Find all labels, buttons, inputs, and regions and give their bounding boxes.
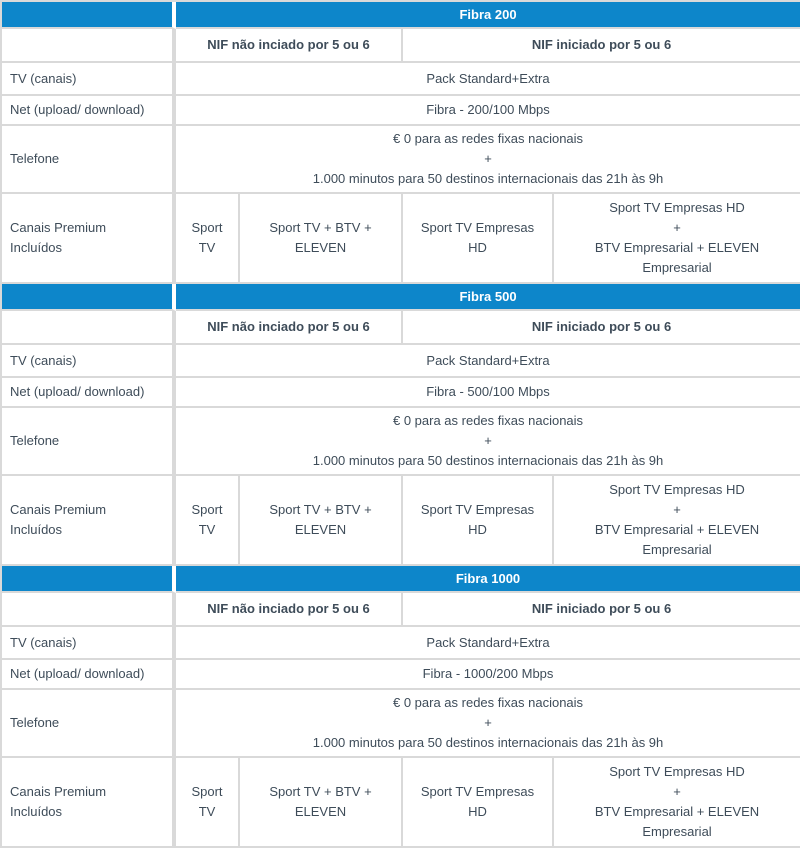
plan-title: Fibra 200	[176, 2, 800, 29]
nif-spacer-cell	[2, 593, 176, 627]
tv-value: Pack Standard+Extra	[176, 63, 800, 96]
telefone-value	[176, 408, 800, 476]
telefone-row	[2, 690, 800, 758]
premium-option-3: Sport TV Empresas HD	[403, 476, 554, 566]
premium-option-4-line-1: Sport TV Empresas HD	[609, 200, 745, 215]
plan-header-row	[2, 566, 800, 593]
telefone-row	[2, 126, 800, 194]
telefone-value	[176, 690, 800, 758]
telefone-line-3: 1.000 minutos para 50 destinos internacionais das 21h às 9h	[312, 735, 664, 750]
plan-section-fibra-1000	[2, 566, 800, 848]
premium-option-4-line-1: Sport TV Empresas HD	[609, 764, 745, 779]
premium-row	[2, 758, 800, 848]
plan-section-fibra-200	[2, 2, 800, 284]
telefone-line-2: +	[484, 433, 492, 448]
tv-row	[2, 345, 800, 378]
telefone-row-label: Telefone	[2, 408, 176, 476]
plan-header-spacer-cell	[2, 566, 176, 593]
tv-row-label: TV (canais)	[2, 345, 176, 378]
nif-subheader-row	[2, 593, 800, 627]
telefone-line-1: € 0 para as redes fixas nacionais	[392, 695, 584, 710]
telefone-row-label: Telefone	[2, 126, 176, 194]
nif-not-5-6-header: NIF não inciado por 5 ou 6	[176, 593, 403, 627]
premium-option-4-line-2: +	[673, 784, 681, 799]
net-row-label: Net (upload/ download)	[2, 378, 176, 408]
telefone-line-1: € 0 para as redes fixas nacionais	[392, 131, 584, 146]
telefone-line-2: +	[484, 715, 492, 730]
telefone-line-3: 1.000 minutos para 50 destinos internacionais das 21h às 9h	[312, 171, 664, 186]
net-row	[2, 660, 800, 690]
tv-row-label: TV (canais)	[2, 627, 176, 660]
plan-header-spacer-cell	[2, 284, 176, 311]
net-value: Fibra - 500/100 Mbps	[176, 378, 800, 408]
plan-header-row	[2, 284, 800, 311]
nif-spacer-cell	[2, 311, 176, 345]
premium-row-label: Canais Premium Incluídos	[2, 758, 176, 848]
nif-5-6-header: NIF iniciado por 5 ou 6	[403, 311, 800, 345]
net-row	[2, 378, 800, 408]
telefone-row-label: Telefone	[2, 690, 176, 758]
net-row	[2, 96, 800, 126]
net-value: Fibra - 1000/200 Mbps	[176, 660, 800, 690]
plan-header-row	[2, 2, 800, 29]
premium-option-4-line-2: +	[673, 502, 681, 517]
premium-option-1: Sport TV	[176, 194, 240, 284]
nif-subheader-row	[2, 29, 800, 63]
nif-spacer-cell	[2, 29, 176, 63]
premium-option-4-line-3: BTV Empresarial + ELEVEN Empresarial	[594, 804, 760, 839]
premium-row	[2, 476, 800, 566]
premium-option-2: Sport TV + BTV + ELEVEN	[240, 194, 403, 284]
tv-value: Pack Standard+Extra	[176, 345, 800, 378]
nif-subheader-row	[2, 311, 800, 345]
premium-row-label: Canais Premium Incluídos	[2, 194, 176, 284]
premium-option-4-line-3: BTV Empresarial + ELEVEN Empresarial	[594, 522, 760, 557]
nif-5-6-header: NIF iniciado por 5 ou 6	[403, 593, 800, 627]
net-row-label: Net (upload/ download)	[2, 96, 176, 126]
premium-option-2: Sport TV + BTV + ELEVEN	[240, 758, 403, 848]
tv-value: Pack Standard+Extra	[176, 627, 800, 660]
premium-option-4-line-1: Sport TV Empresas HD	[609, 482, 745, 497]
plan-title: Fibra 1000	[176, 566, 800, 593]
tv-row	[2, 63, 800, 96]
premium-row-label: Canais Premium Incluídos	[2, 476, 176, 566]
telefone-row	[2, 408, 800, 476]
premium-option-4	[554, 476, 800, 566]
plan-header-spacer-cell	[2, 2, 176, 29]
tv-row-label: TV (canais)	[2, 63, 176, 96]
premium-option-3: Sport TV Empresas HD	[403, 194, 554, 284]
telefone-value	[176, 126, 800, 194]
nif-not-5-6-header: NIF não inciado por 5 ou 6	[176, 311, 403, 345]
premium-option-2: Sport TV + BTV + ELEVEN	[240, 476, 403, 566]
premium-option-4-line-3: BTV Empresarial + ELEVEN Empresarial	[594, 240, 760, 275]
telefone-line-3: 1.000 minutos para 50 destinos internacionais das 21h às 9h	[312, 453, 664, 468]
plan-section-fibra-500	[2, 284, 800, 566]
net-row-label: Net (upload/ download)	[2, 660, 176, 690]
premium-option-3: Sport TV Empresas HD	[403, 758, 554, 848]
plan-title: Fibra 500	[176, 284, 800, 311]
premium-option-1: Sport TV	[176, 476, 240, 566]
tv-row	[2, 627, 800, 660]
telefone-line-1: € 0 para as redes fixas nacionais	[392, 413, 584, 428]
premium-option-4	[554, 758, 800, 848]
telefone-line-2: +	[484, 151, 492, 166]
nif-not-5-6-header: NIF não inciado por 5 ou 6	[176, 29, 403, 63]
net-value: Fibra - 200/100 Mbps	[176, 96, 800, 126]
premium-option-4-line-2: +	[673, 220, 681, 235]
nif-5-6-header: NIF iniciado por 5 ou 6	[403, 29, 800, 63]
premium-row	[2, 194, 800, 284]
premium-option-4	[554, 194, 800, 284]
premium-option-1: Sport TV	[176, 758, 240, 848]
